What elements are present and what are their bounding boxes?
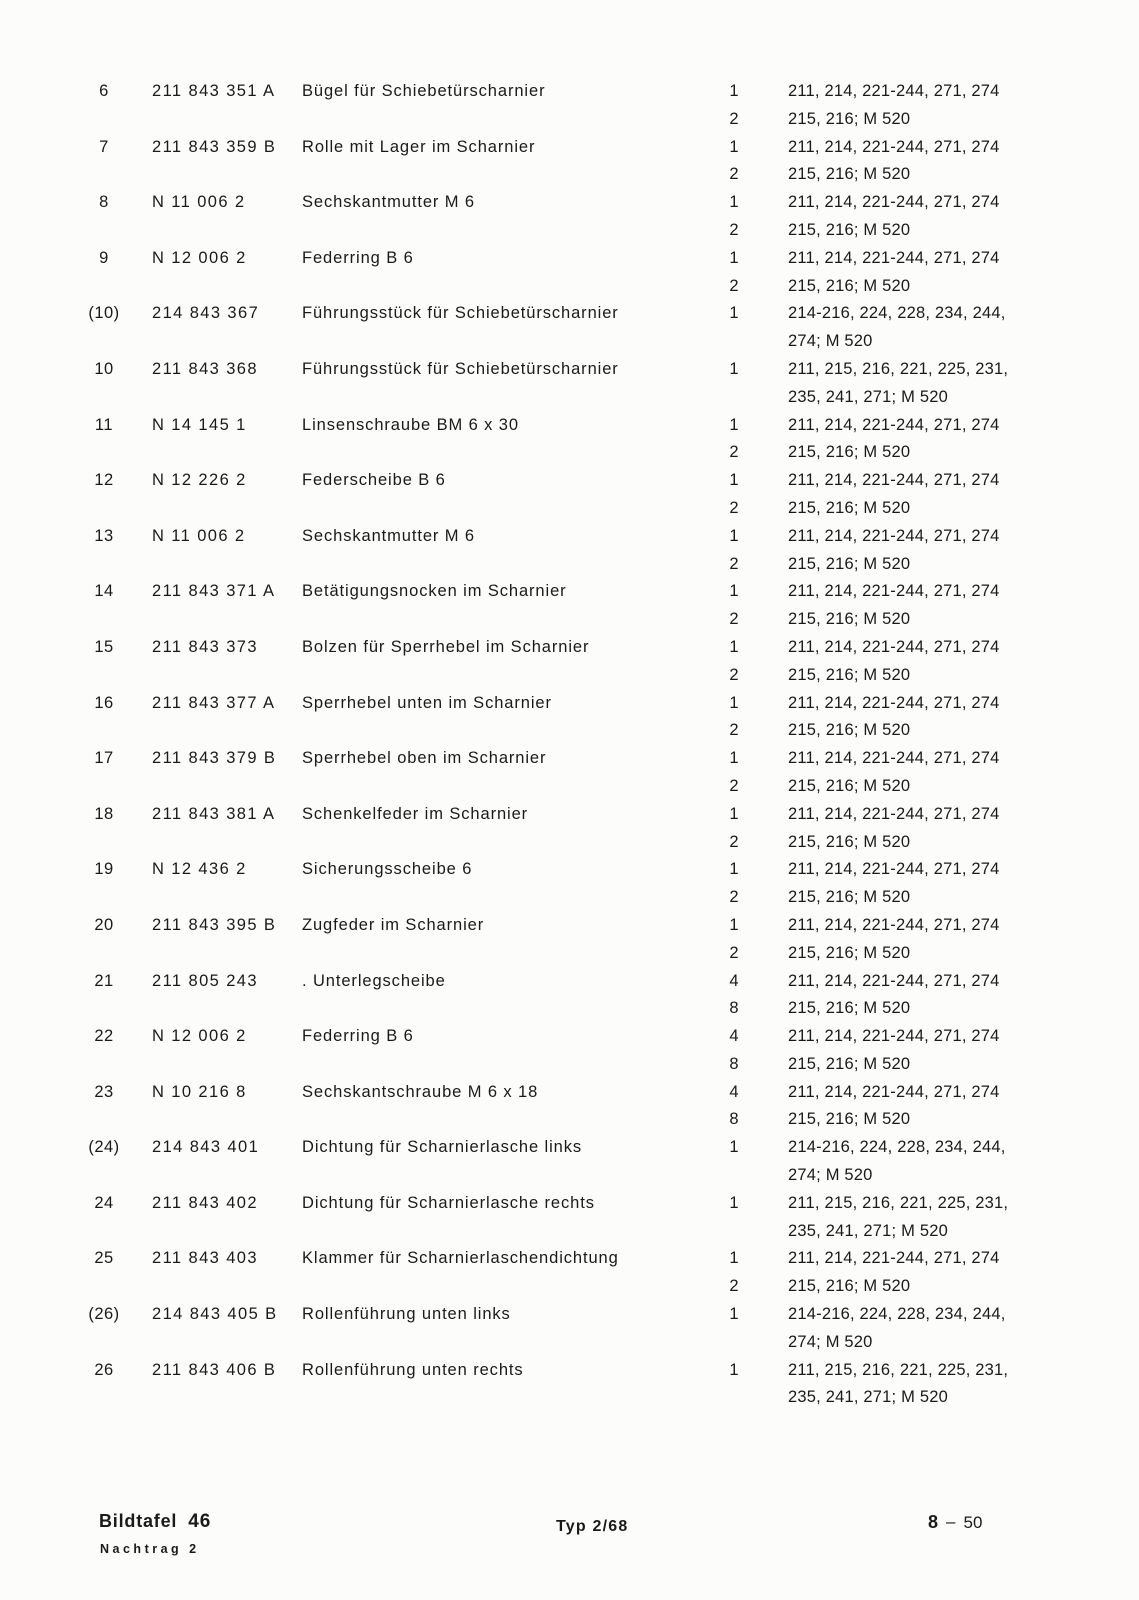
model-codes-line2: 274; M 520 xyxy=(788,332,873,351)
part-number: 211 843 351 A xyxy=(152,82,276,100)
part-description: Schenkelfeder im Scharnier xyxy=(302,804,529,823)
part-number: 211 843 402 xyxy=(152,1193,258,1212)
quantity-line2: 2 xyxy=(729,109,739,128)
model-codes-line2: 215, 216; M 520 xyxy=(788,498,911,517)
model-codes-line2: 215, 216; M 520 xyxy=(788,276,911,295)
page-sheet-number: 50 xyxy=(963,1513,983,1532)
quantity-line2: 2 xyxy=(729,665,739,684)
model-codes-line2: 215, 216; M 520 xyxy=(788,721,911,740)
quantity-line2: 2 xyxy=(729,832,739,851)
quantity-line1: 1 xyxy=(729,1193,739,1212)
part-description: Sicherungsscheibe 6 xyxy=(302,860,473,879)
plate-number: 46 xyxy=(188,1511,212,1532)
quantity-line1: 1 xyxy=(729,137,739,156)
model-codes-line2: 235, 241, 271; M 520 xyxy=(788,387,948,406)
part-row xyxy=(0,856,1139,912)
part-row xyxy=(0,1245,1139,1301)
position-number: 19 xyxy=(94,860,114,879)
quantity-line2: 2 xyxy=(729,888,739,907)
position-number: 25 xyxy=(94,1249,114,1268)
part-number: 211 843 395 B xyxy=(152,915,277,934)
quantity-line2: 2 xyxy=(729,443,739,462)
part-row xyxy=(0,1301,1139,1357)
model-codes-line2: 215, 216; M 520 xyxy=(788,1054,911,1073)
position-number: (26) xyxy=(88,1305,120,1324)
part-description: Führungsstück für Schiebetürscharnier xyxy=(302,304,619,323)
part-row xyxy=(0,356,1139,412)
model-codes-line1: 211, 214, 221-244, 271, 274 xyxy=(788,971,1000,990)
quantity-line2: 2 xyxy=(729,165,739,184)
quantity-line1: 1 xyxy=(729,637,739,656)
quantity-line2: 2 xyxy=(729,276,739,295)
part-number: N 10 216 8 xyxy=(152,1082,247,1101)
position-number: 20 xyxy=(94,915,114,934)
position-number: 10 xyxy=(94,359,114,378)
quantity-line2: 2 xyxy=(729,721,739,740)
quantity-line1: 1 xyxy=(729,1305,739,1324)
quantity-line1: 4 xyxy=(729,971,739,990)
position-number: 18 xyxy=(94,804,114,823)
model-codes-line1: 211, 214, 221-244, 271, 274 xyxy=(788,1027,1000,1046)
part-number: 211 805 243 xyxy=(152,971,258,990)
model-codes-line2: 215, 216; M 520 xyxy=(788,888,911,907)
part-description: Dichtung für Scharnierlasche rechts xyxy=(302,1193,595,1212)
part-number: 211 843 381 A xyxy=(152,804,276,823)
model-codes-line1: 211, 214, 221-244, 271, 274 xyxy=(788,471,1000,490)
model-codes-line1: 214-216, 224, 228, 234, 244, xyxy=(788,1305,1006,1324)
position-number: 15 xyxy=(94,637,114,656)
model-codes-line1: 211, 214, 221-244, 271, 274 xyxy=(788,804,1000,823)
page-section-number: 8 xyxy=(928,1512,939,1532)
quantity-line1: 1 xyxy=(729,1138,739,1157)
part-description: Klammer für Scharnierlaschendichtung xyxy=(302,1249,619,1268)
model-codes-line1: 214-216, 224, 228, 234, 244, xyxy=(788,304,1006,323)
part-number: 211 843 377 A xyxy=(152,693,276,712)
part-description: Linsenschraube BM 6 x 30 xyxy=(302,415,519,434)
quantity-line1: 1 xyxy=(729,304,739,323)
model-codes-line1: 211, 214, 221-244, 271, 274 xyxy=(788,82,1000,100)
part-row xyxy=(0,578,1139,634)
model-codes-line1: 211, 214, 221-244, 271, 274 xyxy=(788,137,1000,156)
quantity-line1: 1 xyxy=(729,804,739,823)
quantity-line2: 8 xyxy=(729,1110,739,1129)
quantity-line1: 1 xyxy=(729,915,739,934)
position-number: 24 xyxy=(94,1193,114,1212)
position-number: 22 xyxy=(94,1027,114,1046)
model-codes-line1: 211, 215, 216, 221, 225, 231, xyxy=(788,1360,1009,1379)
part-row xyxy=(0,1190,1139,1246)
part-description: Bolzen für Sperrhebel im Scharnier xyxy=(302,637,590,656)
model-codes-line1: 211, 215, 216, 221, 225, 231, xyxy=(788,1193,1009,1212)
part-description: . Unterlegscheibe xyxy=(302,971,446,990)
quantity-line2: 2 xyxy=(729,498,739,517)
position-number: 26 xyxy=(94,1360,114,1379)
part-description: Federring B 6 xyxy=(302,248,414,267)
position-number: 16 xyxy=(94,693,114,712)
part-row xyxy=(0,78,1139,134)
part-number: 214 843 401 xyxy=(152,1138,260,1157)
part-number: 211 843 406 B xyxy=(152,1360,277,1379)
model-codes-line1: 211, 214, 221-244, 271, 274 xyxy=(788,693,1000,712)
model-codes-line2: 235, 241, 271; M 520 xyxy=(788,1388,948,1407)
model-codes-line1: 214-216, 224, 228, 234, 244, xyxy=(788,1138,1006,1157)
model-codes-line1: 211, 214, 221-244, 271, 274 xyxy=(788,415,1000,434)
quantity-line2: 2 xyxy=(729,943,739,962)
model-codes-line2: 215, 216; M 520 xyxy=(788,943,911,962)
part-row xyxy=(0,690,1139,746)
quantity-line1: 1 xyxy=(729,471,739,490)
quantity-line1: 1 xyxy=(729,415,739,434)
part-description: Sechskantmutter M 6 xyxy=(302,193,475,212)
part-number: N 11 006 2 xyxy=(152,526,246,545)
quantity-line1: 1 xyxy=(729,359,739,378)
part-description: Rollenführung unten links xyxy=(302,1305,511,1324)
quantity-line1: 1 xyxy=(729,749,739,768)
model-codes-line2: 215, 216; M 520 xyxy=(788,554,911,573)
model-codes-line2: 215, 216; M 520 xyxy=(788,443,911,462)
model-codes-line1: 211, 214, 221-244, 271, 274 xyxy=(788,860,1000,879)
model-codes-line2: 215, 216; M 520 xyxy=(788,665,911,684)
position-number: 9 xyxy=(99,248,109,267)
part-number: 214 843 405 B xyxy=(152,1305,278,1324)
model-codes-line1: 211, 214, 221-244, 271, 274 xyxy=(788,915,1000,934)
part-number: 211 843 379 B xyxy=(152,749,277,768)
model-codes-line1: 211, 214, 221-244, 271, 274 xyxy=(788,193,1000,212)
quantity-line1: 1 xyxy=(729,82,739,100)
part-number: 211 843 368 xyxy=(152,359,258,378)
model-codes-line2: 215, 216; M 520 xyxy=(788,220,911,239)
part-row xyxy=(0,412,1139,468)
parts-table xyxy=(0,78,1139,1412)
part-row xyxy=(0,134,1139,190)
part-description: Betätigungsnocken im Scharnier xyxy=(302,582,567,601)
position-number: 17 xyxy=(94,749,114,768)
part-row xyxy=(0,189,1139,245)
part-description: Sechskantschraube M 6 x 18 xyxy=(302,1082,539,1101)
quantity-line1: 1 xyxy=(729,693,739,712)
part-number: N 12 226 2 xyxy=(152,471,247,490)
model-codes-line1: 211, 214, 221-244, 271, 274 xyxy=(788,582,1000,601)
position-number: 12 xyxy=(94,471,114,490)
part-row xyxy=(0,634,1139,690)
part-number: N 12 006 2 xyxy=(152,248,247,267)
part-row xyxy=(0,245,1139,301)
position-number: 21 xyxy=(94,971,114,990)
part-number: 211 843 371 A xyxy=(152,582,276,601)
part-description: Sperrhebel oben im Scharnier xyxy=(302,749,547,768)
part-row xyxy=(0,1079,1139,1135)
model-codes-line1: 211, 214, 221-244, 271, 274 xyxy=(788,1249,1000,1268)
quantity-line1: 1 xyxy=(729,193,739,212)
part-number: N 11 006 2 xyxy=(152,193,246,212)
part-description: Sperrhebel unten im Scharnier xyxy=(302,693,552,712)
plate-caption xyxy=(99,1511,211,1533)
part-description: Rollenführung unten rechts xyxy=(302,1360,524,1379)
page-number xyxy=(928,1512,982,1533)
quantity-line2: 2 xyxy=(729,610,739,629)
quantity-line1: 1 xyxy=(729,248,739,267)
part-row xyxy=(0,1023,1139,1079)
quantity-line2: 2 xyxy=(729,554,739,573)
quantity-line1: 1 xyxy=(729,860,739,879)
part-description: Zugfeder im Scharnier xyxy=(302,915,485,934)
quantity-line2: 2 xyxy=(729,776,739,795)
position-number: 7 xyxy=(99,137,109,156)
part-number: 211 843 403 xyxy=(152,1249,258,1268)
part-description: Sechskantmutter M 6 xyxy=(302,526,475,545)
model-codes-line1: 211, 214, 221-244, 271, 274 xyxy=(788,1082,1000,1101)
part-description: Dichtung für Scharnierlasche links xyxy=(302,1138,583,1157)
plate-label: Bildtafel xyxy=(99,1511,178,1531)
position-number: (10) xyxy=(88,304,120,323)
part-row xyxy=(0,523,1139,579)
quantity-line1: 1 xyxy=(729,1249,739,1268)
supplement-caption: Nachtrag 2 xyxy=(100,1542,200,1556)
model-codes-line2: 215, 216; M 520 xyxy=(788,999,911,1018)
part-description: Federscheibe B 6 xyxy=(302,471,446,490)
quantity-line1: 4 xyxy=(729,1027,739,1046)
part-row xyxy=(0,1357,1139,1413)
position-number: 8 xyxy=(99,193,109,212)
model-codes-line2: 235, 241, 271; M 520 xyxy=(788,1221,948,1240)
quantity-line1: 1 xyxy=(729,582,739,601)
part-description: Bügel für Schiebetürscharnier xyxy=(302,82,546,100)
part-number: N 14 145 1 xyxy=(152,415,247,434)
model-codes-line2: 274; M 520 xyxy=(788,1332,873,1351)
quantity-line2: 2 xyxy=(729,1277,739,1296)
quantity-line2: 2 xyxy=(729,220,739,239)
model-codes-line1: 211, 214, 221-244, 271, 274 xyxy=(788,248,1000,267)
position-number: 13 xyxy=(94,526,114,545)
model-codes-line2: 215, 216; M 520 xyxy=(788,165,911,184)
position-number: 6 xyxy=(99,82,109,100)
model-codes-line2: 215, 216; M 520 xyxy=(788,832,911,851)
part-description: Rolle mit Lager im Scharnier xyxy=(302,137,536,156)
part-number: N 12 006 2 xyxy=(152,1027,247,1046)
position-number: 23 xyxy=(94,1082,114,1101)
model-codes-line1: 211, 214, 221-244, 271, 274 xyxy=(788,749,1000,768)
part-row xyxy=(0,801,1139,857)
part-row xyxy=(0,968,1139,1024)
part-row xyxy=(0,467,1139,523)
part-description: Führungsstück für Schiebetürscharnier xyxy=(302,359,619,378)
model-codes-line2: 215, 216; M 520 xyxy=(788,1110,911,1129)
model-codes-line1: 211, 214, 221-244, 271, 274 xyxy=(788,526,1000,545)
quantity-line1: 1 xyxy=(729,1360,739,1379)
quantity-line1: 4 xyxy=(729,1082,739,1101)
model-codes-line1: 211, 215, 216, 221, 225, 231, xyxy=(788,359,1009,378)
position-number: (24) xyxy=(88,1138,120,1157)
part-number: 211 843 373 xyxy=(152,637,258,656)
page-dash: – xyxy=(946,1512,956,1531)
part-row xyxy=(0,745,1139,801)
model-codes-line2: 215, 216; M 520 xyxy=(788,1277,911,1296)
part-row xyxy=(0,1134,1139,1190)
type-caption: Typ 2/68 xyxy=(556,1518,629,1535)
model-codes-line2: 215, 216; M 520 xyxy=(788,776,911,795)
quantity-line1: 1 xyxy=(729,526,739,545)
part-description: Federring B 6 xyxy=(302,1027,414,1046)
quantity-line2: 8 xyxy=(729,999,739,1018)
part-row xyxy=(0,912,1139,968)
part-row xyxy=(0,300,1139,356)
model-codes-line2: 215, 216; M 520 xyxy=(788,610,911,629)
quantity-line2: 8 xyxy=(729,1054,739,1073)
part-number: 211 843 359 B xyxy=(152,137,277,156)
position-number: 14 xyxy=(94,582,114,601)
model-codes-line1: 211, 214, 221-244, 271, 274 xyxy=(788,637,1000,656)
part-number: N 12 436 2 xyxy=(152,860,247,879)
position-number: 11 xyxy=(94,415,114,434)
model-codes-line2: 274; M 520 xyxy=(788,1166,873,1185)
part-number: 214 843 367 xyxy=(152,304,260,323)
model-codes-line2: 215, 216; M 520 xyxy=(788,109,911,128)
